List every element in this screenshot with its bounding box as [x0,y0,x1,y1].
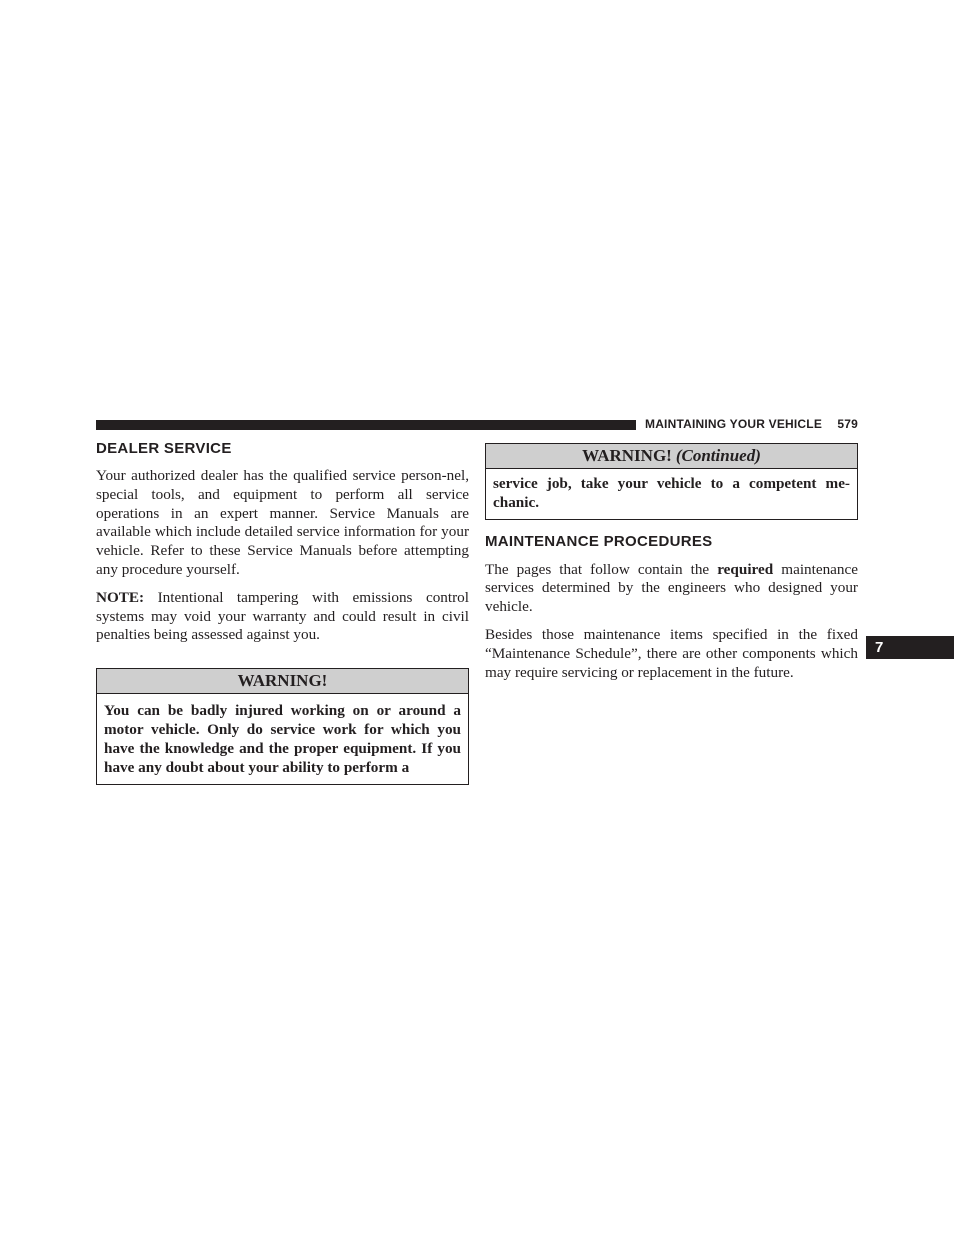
warning-continued-box [485,443,858,520]
continued-label: (Continued) [675,446,761,465]
maintenance-paragraph-1-b: maintenance services determined by the engineers who designed your vehicle. [485,560,858,616]
warning-continued-label: WARNING! [582,446,672,465]
note-text: Intentional tampering with emissions control systems may void your warranty and could result in civil penalties being assessed against you. [96,588,469,644]
section-title: MAINTAINING YOUR VEHICLE [645,417,823,431]
running-head [645,417,858,431]
chapter-tab: 7 [866,636,954,659]
dealer-service-heading: DEALER SERVICE [96,440,232,457]
page-number: 579 [837,417,858,431]
warning-continued-text: service job, take your vehicle to a competent me-chanic. [493,475,850,511]
note-paragraph [96,589,469,645]
note-label: NOTE: [96,588,145,606]
dealer-service-paragraph: Your authorized dealer has the qualified service person-nel, special tools, and equipment to perform all service operations in an expert manner. Service Manuals are available which include detailed service information for your vehicle. Refer to these Service Manuals before attempting any procedure yourself. [96,467,469,578]
maintenance-paragraph-1 [485,561,858,617]
maintenance-procedures-heading: MAINTENANCE PROCEDURES [485,532,713,550]
maintenance-paragraph-1-a: The pages that follow contain the [485,560,718,578]
maintenance-paragraph-2: Besides those maintenance items specified in the fixed “Maintenance Schedule”, there are other components which may require servicing or replacement in the future. [485,625,858,681]
header-rule [96,420,636,430]
warning-title: WARNING! [97,669,468,694]
required-emphasis: required [717,560,774,578]
warning-text: You can be badly injured working on or around a motor vehicle. Only do service work for which you have the knowledge and the proper equipment. If you have any doubt about your ability to perform a [104,702,461,776]
warning-continued-title [486,444,857,469]
left-column [96,438,469,785]
right-column [485,443,858,682]
warning-box [96,668,469,785]
